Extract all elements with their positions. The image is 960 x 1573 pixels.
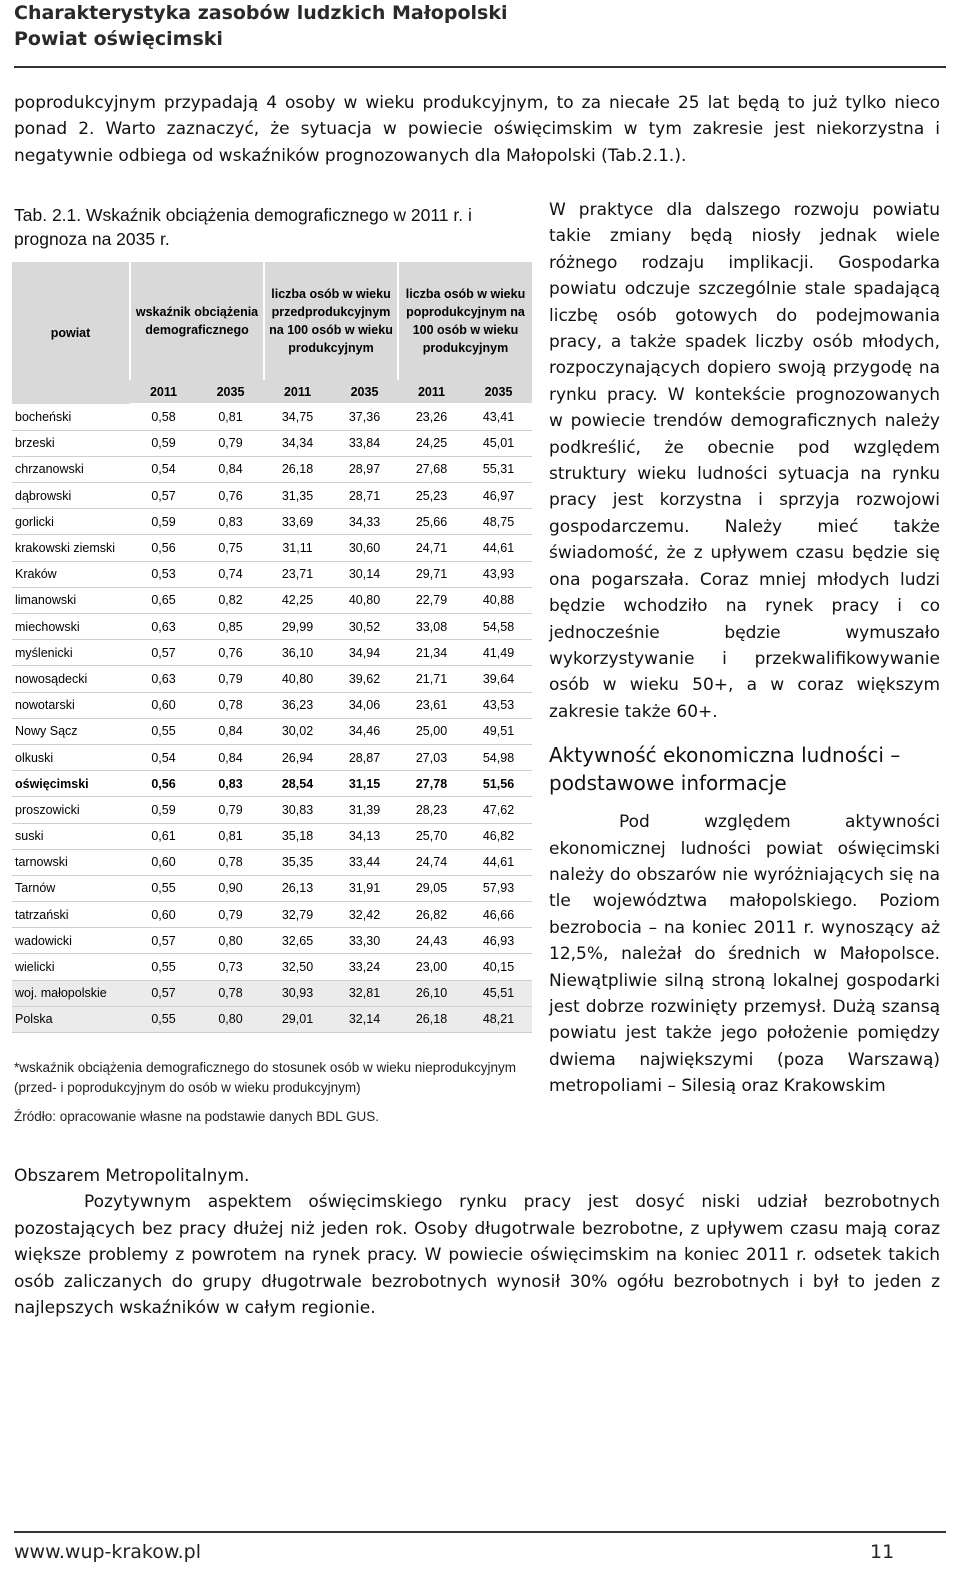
row-value-cell: 32,79 (264, 902, 331, 928)
row-value-cell: 29,05 (398, 875, 465, 901)
table-row (12, 718, 532, 744)
table-row (12, 875, 532, 901)
row-value-cell: 23,71 (264, 561, 331, 587)
row-value-cell: 31,91 (331, 875, 398, 901)
header-subtitle: Powiat oświęcimski (14, 28, 223, 50)
right-paragraph-2: Pod względem aktywności ekonomicznej ludności powiat oświęcimski należy do obszarów nie wyróżniających się na tle województwa małopolskiego. Poziom bezrobocia – na koniec 2011 r. wynoszący aż 12,5%, należał do średnich w Małopolsce. Niewątpliwie silną stroną lokalnej gospodarki jest dobrze rozwinięty przemysł. Dużą szansą powiatu jest także jego położenie pomiędzy dwiema największymi (poza Warszawą) metropoliami – Silesią oraz Krakowskim (549, 812, 940, 1097)
row-value-cell: 30,52 (331, 614, 398, 640)
row-value-cell: 21,34 (398, 640, 465, 666)
table-row (12, 587, 532, 613)
continuation-paragraph: Pozytywnym aspektem oświęcimskiego rynku pracy jest dosyć niski udział bezrobotnych pozostających bez pracy dłużej niż jeden rok. Osoby długotrwale bezrobotne, z upływem czasu mają coraz większe problemy z powrotem na rynek pracy. W powiecie oświęcimskim na koniec 2011 r. odsetek takich osób zaliczanych do grupy długotrwale bezrobotnych wynosił 30% ogółu bezrobotnych i był to jeden z najlepszych wskaźników w całym regionie. (14, 1192, 940, 1319)
row-value-cell: 29,99 (264, 614, 331, 640)
table-row (12, 823, 532, 849)
row-value-cell: 34,46 (331, 718, 398, 744)
row-value-cell: 34,75 (264, 404, 331, 430)
row-name-cell: Nowy Sącz (12, 718, 130, 744)
table-row (12, 535, 532, 561)
row-value-cell: 27,68 (398, 456, 465, 482)
row-value-cell: 34,06 (331, 692, 398, 718)
row-value-cell: 33,24 (331, 954, 398, 980)
row-name-cell: tarnowski (12, 849, 130, 875)
row-value-cell: 48,75 (465, 509, 532, 535)
row-name-cell: chrzanowski (12, 456, 130, 482)
row-value-cell: 25,00 (398, 718, 465, 744)
row-value-cell: 0,57 (130, 640, 197, 666)
table-row (12, 614, 532, 640)
row-value-cell: 28,97 (331, 456, 398, 482)
year-header: 2035 (465, 380, 532, 404)
row-value-cell: 0,57 (130, 980, 197, 1006)
row-value-cell: 0,63 (130, 614, 197, 640)
row-value-cell: 48,21 (465, 1006, 532, 1032)
row-value-cell: 0,74 (197, 561, 264, 587)
table-note: *wskaźnik obciążenia demograficznego do stosunek osób w wieku nieprodukcyjnym (przed- i poprodukcyjnym do osób w wieku produkcyjnym) (14, 1060, 517, 1095)
row-value-cell: 33,44 (331, 849, 398, 875)
row-value-cell: 32,50 (264, 954, 331, 980)
row-value-cell: 35,35 (264, 849, 331, 875)
row-value-cell: 36,23 (264, 692, 331, 718)
row-name-cell: olkuski (12, 744, 130, 770)
row-value-cell: 28,23 (398, 797, 465, 823)
row-value-cell: 0,60 (130, 902, 197, 928)
row-value-cell: 32,81 (331, 980, 398, 1006)
row-value-cell: 0,84 (197, 718, 264, 744)
row-value-cell: 46,66 (465, 902, 532, 928)
row-value-cell: 0,63 (130, 666, 197, 692)
table-row (12, 456, 532, 482)
table-row (12, 902, 532, 928)
row-value-cell: 0,61 (130, 823, 197, 849)
row-value-cell: 25,70 (398, 823, 465, 849)
row-value-cell: 34,94 (331, 640, 398, 666)
row-value-cell: 43,53 (465, 692, 532, 718)
year-header: 2035 (197, 380, 264, 404)
row-value-cell: 0,79 (197, 902, 264, 928)
table-row (12, 561, 532, 587)
row-name-cell: myślenicki (12, 640, 130, 666)
header-powiat: powiat (12, 262, 130, 404)
row-value-cell: 26,94 (264, 744, 331, 770)
row-value-cell: 0,56 (130, 771, 197, 797)
row-value-cell: 26,18 (264, 456, 331, 482)
row-value-cell: 28,54 (264, 771, 331, 797)
row-value-cell: 0,79 (197, 430, 264, 456)
row-value-cell: 0,81 (197, 404, 264, 430)
table-row (12, 797, 532, 823)
row-value-cell: 23,61 (398, 692, 465, 718)
header-title: Charakterystyka zasobów ludzkich Małopolski (14, 2, 508, 24)
row-value-cell: 57,93 (465, 875, 532, 901)
row-value-cell: 0,75 (197, 535, 264, 561)
row-value-cell: 26,82 (398, 902, 465, 928)
row-name-cell: wadowicki (12, 928, 130, 954)
row-value-cell: 40,15 (465, 954, 532, 980)
row-value-cell: 45,51 (465, 980, 532, 1006)
row-value-cell: 0,65 (130, 587, 197, 613)
table-row (12, 692, 532, 718)
row-value-cell: 21,71 (398, 666, 465, 692)
row-value-cell: 33,84 (331, 430, 398, 456)
row-value-cell: 0,59 (130, 797, 197, 823)
row-value-cell: 32,65 (264, 928, 331, 954)
row-value-cell: 46,97 (465, 483, 532, 509)
row-value-cell: 39,62 (331, 666, 398, 692)
row-value-cell: 31,11 (264, 535, 331, 561)
table-row (12, 404, 532, 430)
row-value-cell: 0,58 (130, 404, 197, 430)
header-group1: wskaźnik obciążenia demograficznego (130, 262, 264, 380)
row-value-cell: 0,85 (197, 614, 264, 640)
table-row (12, 483, 532, 509)
row-value-cell: 0,53 (130, 561, 197, 587)
row-value-cell: 33,69 (264, 509, 331, 535)
row-value-cell: 40,88 (465, 587, 532, 613)
row-value-cell: 30,83 (264, 797, 331, 823)
row-value-cell: 0,60 (130, 692, 197, 718)
row-name-cell: woj. małopolskie (12, 980, 130, 1006)
row-value-cell: 26,10 (398, 980, 465, 1006)
row-value-cell: 36,10 (264, 640, 331, 666)
row-name-cell: dąbrowski (12, 483, 130, 509)
row-value-cell: 0,54 (130, 456, 197, 482)
row-value-cell: 51,56 (465, 771, 532, 797)
header-group2: liczba osób w wieku przedprodukcyjnym na 100 osób w wieku produkcyjnym (264, 262, 398, 380)
row-value-cell: 44,61 (465, 849, 532, 875)
continuation-text (14, 1163, 940, 1321)
row-name-cell: tatrzański (12, 902, 130, 928)
row-value-cell: 28,87 (331, 744, 398, 770)
row-value-cell: 0,84 (197, 456, 264, 482)
row-value-cell: 32,42 (331, 902, 398, 928)
header-group3: liczba osób w wieku poprodukcyjnym na 100 osób w wieku produkcyjnym (398, 262, 532, 380)
footer-url[interactable]: www.wup-krakow.pl (14, 1541, 201, 1563)
row-name-cell: Polska (12, 1006, 130, 1032)
row-value-cell: 44,61 (465, 535, 532, 561)
row-value-cell: 0,79 (197, 666, 264, 692)
row-value-cell: 46,93 (465, 928, 532, 954)
row-value-cell: 34,13 (331, 823, 398, 849)
row-value-cell: 27,03 (398, 744, 465, 770)
row-value-cell: 26,18 (398, 1006, 465, 1032)
row-value-cell: 30,60 (331, 535, 398, 561)
row-value-cell: 33,30 (331, 928, 398, 954)
row-value-cell: 46,82 (465, 823, 532, 849)
year-header: 2011 (264, 380, 331, 404)
row-value-cell: 30,14 (331, 561, 398, 587)
year-header: 2011 (398, 380, 465, 404)
row-value-cell: 0,55 (130, 954, 197, 980)
row-value-cell: 0,55 (130, 718, 197, 744)
header-rule (14, 66, 946, 68)
row-value-cell: 0,82 (197, 587, 264, 613)
row-value-cell: 0,84 (197, 744, 264, 770)
row-value-cell: 30,02 (264, 718, 331, 744)
row-value-cell: 30,93 (264, 980, 331, 1006)
row-value-cell: 54,98 (465, 744, 532, 770)
page-footer (14, 1531, 954, 1571)
continuation-line: Obszarem Metropolitalnym. (14, 1166, 250, 1186)
row-value-cell: 0,81 (197, 823, 264, 849)
section-title: Aktywność ekonomiczna ludności – podstawowe informacje (549, 743, 901, 796)
row-name-cell: limanowski (12, 587, 130, 613)
row-value-cell: 39,64 (465, 666, 532, 692)
row-value-cell: 34,34 (264, 430, 331, 456)
row-value-cell: 0,78 (197, 980, 264, 1006)
row-value-cell: 40,80 (331, 587, 398, 613)
row-value-cell: 24,43 (398, 928, 465, 954)
row-value-cell: 0,80 (197, 928, 264, 954)
row-value-cell: 31,39 (331, 797, 398, 823)
table-body (12, 404, 532, 1033)
row-name-cell: brzeski (12, 430, 130, 456)
row-value-cell: 0,55 (130, 875, 197, 901)
row-value-cell: 54,58 (465, 614, 532, 640)
row-value-cell: 49,51 (465, 718, 532, 744)
row-name-cell: suski (12, 823, 130, 849)
right-paragraph-1: W praktyce dla dalszego rozwoju powiatu takie zmiany będą niosły jednak wiele różnego rodzaju implikacji. Gospodarka powiatu odczuje szczególnie stale spadającą liczbę osób gotowych do podejmowania pracy, a także spadek liczby osób młodych, rozpoczynających dopiero swoją przygodę na rynku pracy. W kontekście prognozowanych w powiecie trendów demograficznych należy podkreślić, że obecnie pod względem struktury wieku ludności sytuacja na rynku pracy jest korzystna i sprzyja rozwojowi gospodarczemu. Należy mieć także świadomość, że z upływem czasu będzie się ona pogarszała. Coraz mniej młodych ludzi będzie wchodziło na rynek pracy i co jednocześnie będzie wymuszało wykorzystywanie i przekwalifikowywanie osób w wieku 50+, a w coraz większym zakresie także 60+. (549, 200, 940, 722)
table-row (12, 954, 532, 980)
row-value-cell: 0,57 (130, 483, 197, 509)
row-value-cell: 0,90 (197, 875, 264, 901)
table-source: Źródło: opracowanie własne na podstawie danych BDL GUS. (14, 1109, 379, 1124)
row-value-cell: 0,57 (130, 928, 197, 954)
row-value-cell: 42,25 (264, 587, 331, 613)
row-value-cell: 0,59 (130, 509, 197, 535)
row-name-cell: nowotarski (12, 692, 130, 718)
table-row (12, 430, 532, 456)
row-value-cell: 31,35 (264, 483, 331, 509)
intro-paragraph: poprodukcyjnym przypadają 4 osoby w wieku produkcyjnym, to za niecałe 25 lat będą to już tylko nieco ponad 2. Warto zaznaczyć, że sytuacja w powiecie oświęcimskim w tym zakresie jest niekorzystna i negatywnie odbiega od wskaźników prognozowanych dla Małopolski (Tab.2.1.). (14, 93, 940, 166)
row-value-cell: 29,01 (264, 1006, 331, 1032)
row-value-cell: 0,56 (130, 535, 197, 561)
row-value-cell: 29,71 (398, 561, 465, 587)
row-value-cell: 0,80 (197, 1006, 264, 1032)
page-number: 11 (870, 1541, 895, 1563)
row-name-cell: Kraków (12, 561, 130, 587)
row-name-cell: oświęcimski (12, 771, 130, 797)
row-name-cell: wielicki (12, 954, 130, 980)
row-value-cell: 40,80 (264, 666, 331, 692)
row-name-cell: miechowski (12, 614, 130, 640)
row-value-cell: 0,54 (130, 744, 197, 770)
row-value-cell: 33,08 (398, 614, 465, 640)
row-value-cell: 43,41 (465, 404, 532, 430)
row-value-cell: 37,36 (331, 404, 398, 430)
row-value-cell: 28,71 (331, 483, 398, 509)
row-value-cell: 0,73 (197, 954, 264, 980)
row-name-cell: Tarnów (12, 875, 130, 901)
footer-rule (14, 1531, 946, 1533)
row-value-cell: 31,15 (331, 771, 398, 797)
row-value-cell: 27,78 (398, 771, 465, 797)
row-value-cell: 55,31 (465, 456, 532, 482)
table-row (12, 509, 532, 535)
row-value-cell: 25,23 (398, 483, 465, 509)
row-value-cell: 0,76 (197, 483, 264, 509)
table-caption: Tab. 2.1. Wskaźnik obciążenia demograficznego w 2011 r. i prognoza na 2035 r. (14, 205, 472, 249)
table-row (12, 1006, 532, 1032)
row-value-cell: 0,78 (197, 849, 264, 875)
row-value-cell: 0,76 (197, 640, 264, 666)
demographic-table (12, 262, 532, 1033)
row-value-cell: 0,55 (130, 1006, 197, 1032)
row-value-cell: 32,14 (331, 1006, 398, 1032)
row-value-cell: 41,49 (465, 640, 532, 666)
row-name-cell: krakowski ziemski (12, 535, 130, 561)
row-value-cell: 0,83 (197, 771, 264, 797)
row-value-cell: 35,18 (264, 823, 331, 849)
page-header (14, 0, 954, 52)
row-value-cell: 0,79 (197, 797, 264, 823)
table-row (12, 744, 532, 770)
row-value-cell: 47,62 (465, 797, 532, 823)
row-value-cell: 22,79 (398, 587, 465, 613)
row-value-cell: 24,71 (398, 535, 465, 561)
row-value-cell: 43,93 (465, 561, 532, 587)
year-header: 2011 (130, 380, 197, 404)
row-value-cell: 26,13 (264, 875, 331, 901)
table-row (12, 980, 532, 1006)
row-value-cell: 0,60 (130, 849, 197, 875)
right-column (549, 197, 940, 1100)
table-row (12, 771, 532, 797)
row-value-cell: 25,66 (398, 509, 465, 535)
row-value-cell: 23,26 (398, 404, 465, 430)
row-value-cell: 45,01 (465, 430, 532, 456)
row-name-cell: nowosądecki (12, 666, 130, 692)
table-row (12, 849, 532, 875)
row-name-cell: bocheński (12, 404, 130, 430)
table-row (12, 928, 532, 954)
row-value-cell: 24,25 (398, 430, 465, 456)
year-header: 2035 (331, 380, 398, 404)
row-value-cell: 24,74 (398, 849, 465, 875)
row-value-cell: 0,59 (130, 430, 197, 456)
row-name-cell: gorlicki (12, 509, 130, 535)
row-value-cell: 34,33 (331, 509, 398, 535)
row-value-cell: 0,78 (197, 692, 264, 718)
row-value-cell: 0,83 (197, 509, 264, 535)
row-name-cell: proszowicki (12, 797, 130, 823)
table-row (12, 640, 532, 666)
row-value-cell: 23,00 (398, 954, 465, 980)
table-row (12, 666, 532, 692)
